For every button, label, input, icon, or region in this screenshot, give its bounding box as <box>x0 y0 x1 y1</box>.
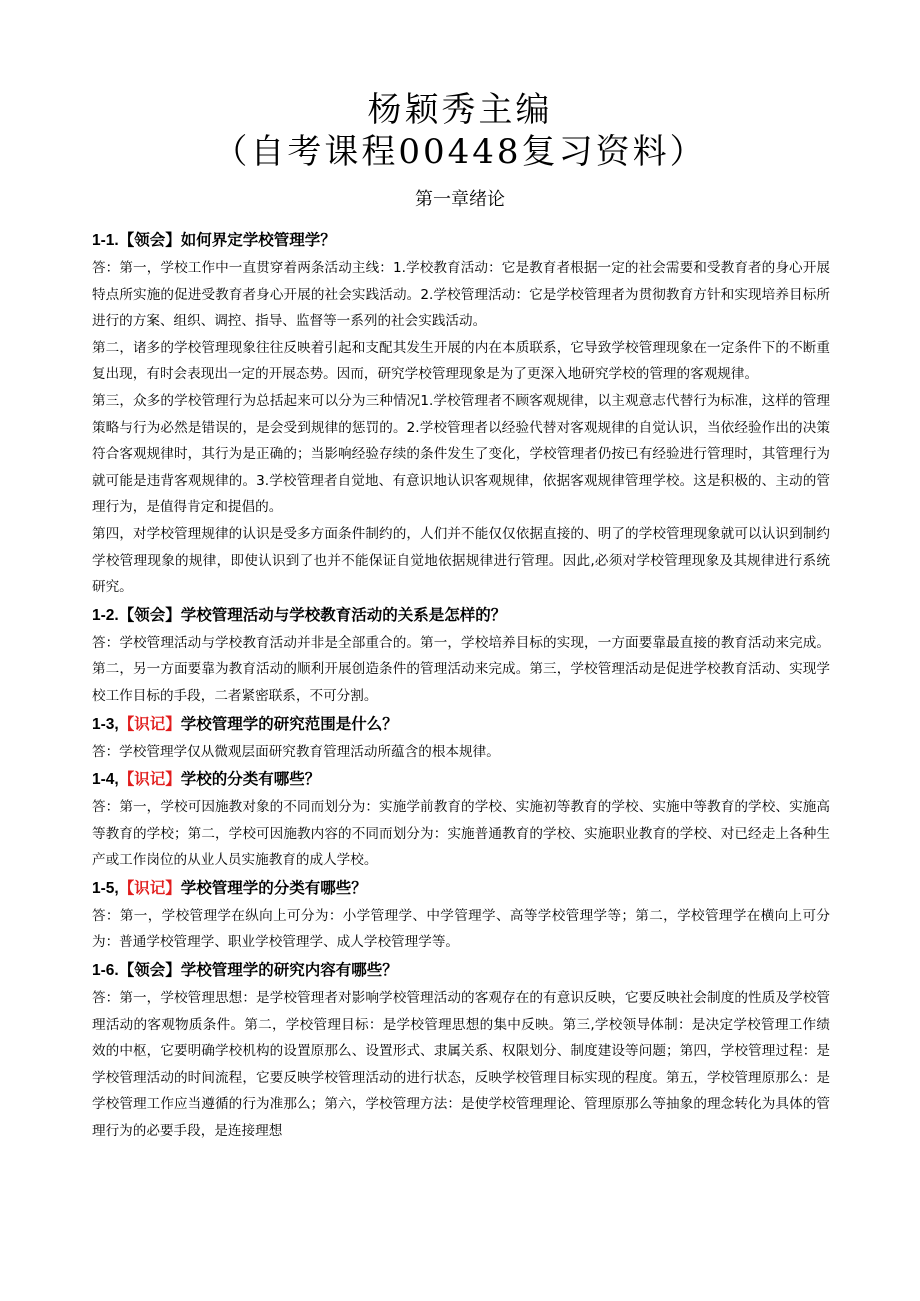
answer-paragraph: 答：学校管理学仅从微观层面研究教育管理活动所蕴含的根本规律。 <box>92 743 500 760</box>
question-number: 1-5, <box>92 879 119 897</box>
answer-paragraph: 第三，众多的学校管理行为总括起来可以分为三种情况1.学校管理者不顾客观规律，以主观意志代替行为标准，这样的管理策略与行为必然是错误的，是会受到规律的惩罚的。2.学校管理者以经验代替对客观规律的自觉认识，当依经验作出的决策符合客观规律时，其行为是正确的；当影响经验存续的条件发生了变化，学校管理者仍按已有经验进行管理时，其管理行为就可能是违背客观规律的。3.学校管理者自觉地、有意识地认识客观规律，依据客观规律管理学校。这是积极的、主动的管理行为，是值得肯定和提倡的。 <box>92 392 830 516</box>
question-tag: 【识记】 <box>118 714 181 733</box>
answer-paragraph: 答：学校管理活动与学校教育活动并非是全部重合的。第一，学校培养目标的实现，一方面要靠最直接的教育活动来完成。第二，另一方面要靠为教育活动的顺利开展创造条件的管理活动来完成。第三，学校管理活动是促进学校教育活动、实现学校工作目标的手段，二者紧密联系，不可分割。 <box>92 634 830 704</box>
section-1-6 <box>92 956 830 1145</box>
question-heading <box>92 956 830 985</box>
question-tag: 【领会】 <box>118 231 181 249</box>
answer-paragraph: 答：第一，学校可因施教对象的不同而划分为：实施学前教育的学校、实施初等教育的学校、实施中等教育的学校、实施高等教育的学校；第二，学校可因施教内容的不同而划分为：实施普通教育的学校、实施职业教育的学校、对已经走上各种生产或工作岗位的从业人员实施教育的成人学校。 <box>92 799 830 869</box>
document-subtitle: （自考课程00448复习资料） <box>213 132 707 172</box>
question-heading <box>92 874 830 903</box>
question-heading <box>92 765 830 794</box>
section-1-5 <box>92 874 830 956</box>
section-1-1 <box>92 226 830 601</box>
document-title: 杨颖秀主编 <box>367 90 553 130</box>
answer-paragraph: 第四，对学校管理规律的认识是受多方面条件制约的，人们并不能仅仅依据直接的、明了的学校管理现象就可以认识到制约学校管理现象的规律，即使认识到了也并不能保证自觉地依据规律进行管理。因此,必须对学校管理现象及其规律进行系统研究。 <box>92 525 830 596</box>
answer-paragraph: 第二，诸多的学校管理现象往往反映着引起和支配其发生开展的内在本质联系，它导致学校管理现象在一定条件下的不断重复出现，有时会表现出一定的开展态势。因而，研究学校管理现象是为了更深入地研究学校的管理的客观规律。 <box>92 339 830 383</box>
question-text: 学校管理学的研究内容有哪些？ <box>180 961 398 980</box>
answer-paragraph: 答：第一，学校工作中一直贯穿着两条活动主线：1.学校教育活动：它是教育者根据一定的社会需要和受教育者的身心开展特点所实施的促进受教育者身心开展的社会实践活动。2.学校管理活动：它是学校管理者为贯彻教育方针和实现培养目标所进行的方案、组织、调控、指导、监督等一系列的社会实践活动。 <box>92 260 830 330</box>
question-tag: 【识记】 <box>118 770 181 789</box>
question-heading <box>92 226 830 255</box>
question-text: 学校管理活动与学校教育活动的关系是怎样的？ <box>180 605 507 624</box>
content-body <box>92 226 830 1145</box>
question-heading <box>92 710 830 739</box>
question-number: 1-2. <box>92 606 119 624</box>
question-text: 学校管理学的分类有哪些？ <box>180 878 367 897</box>
answer-paragraph: 答：第一，学校管理学在纵向上可分为：小学管理学、中学管理学、高等学校管理学等；第二，学校管理学在横向上可分为：普通学校管理学、职业学校管理学、成人学校管理学等。 <box>92 907 830 951</box>
section-1-4 <box>92 765 830 874</box>
question-number: 1-4, <box>92 771 119 789</box>
question-text: 如何界定学校管理学？ <box>180 231 336 249</box>
question-text: 学校管理学的研究范围是什么？ <box>180 714 398 733</box>
question-tag: 【识记】 <box>118 878 181 897</box>
question-tag: 【领会】 <box>118 605 181 624</box>
chapter-heading: 第一章绪论 <box>415 189 505 210</box>
question-number: 1-6. <box>92 962 119 980</box>
answer-paragraph: 答：第一，学校管理思想：是学校管理者对影响学校管理活动的客观存在的有意识反映，它要反映社会制度的性质及学校管理活动的客观物质条件。第二，学校管理目标：是学校管理思想的集中反映。第三,学校领导体制：是决定学校管理工作绩效的中枢，它要明确学校机构的设置原那么、设置形式、隶属关系、权限划分、制度建设等问题；第四，学校管理过程：是学校管理活动的时间流程，它要反映学校管理活动的进行状态，反映学校管理目标实现的程度。第五，学校管理原那么：是学校管理工作应当遵循的行为准那么；第六，学校管理方法：是使学校管理理论、管理原那么等抽象的理念转化为具体的管理行为的必要手段，是连接理想 <box>92 990 830 1140</box>
question-text: 学校的分类有哪些？ <box>180 770 321 789</box>
question-heading <box>92 601 830 630</box>
question-number: 1-1. <box>92 232 119 249</box>
section-1-2 <box>92 601 830 710</box>
section-1-3 <box>92 710 830 766</box>
question-tag: 【领会】 <box>118 961 181 980</box>
question-number: 1-3, <box>92 715 119 733</box>
